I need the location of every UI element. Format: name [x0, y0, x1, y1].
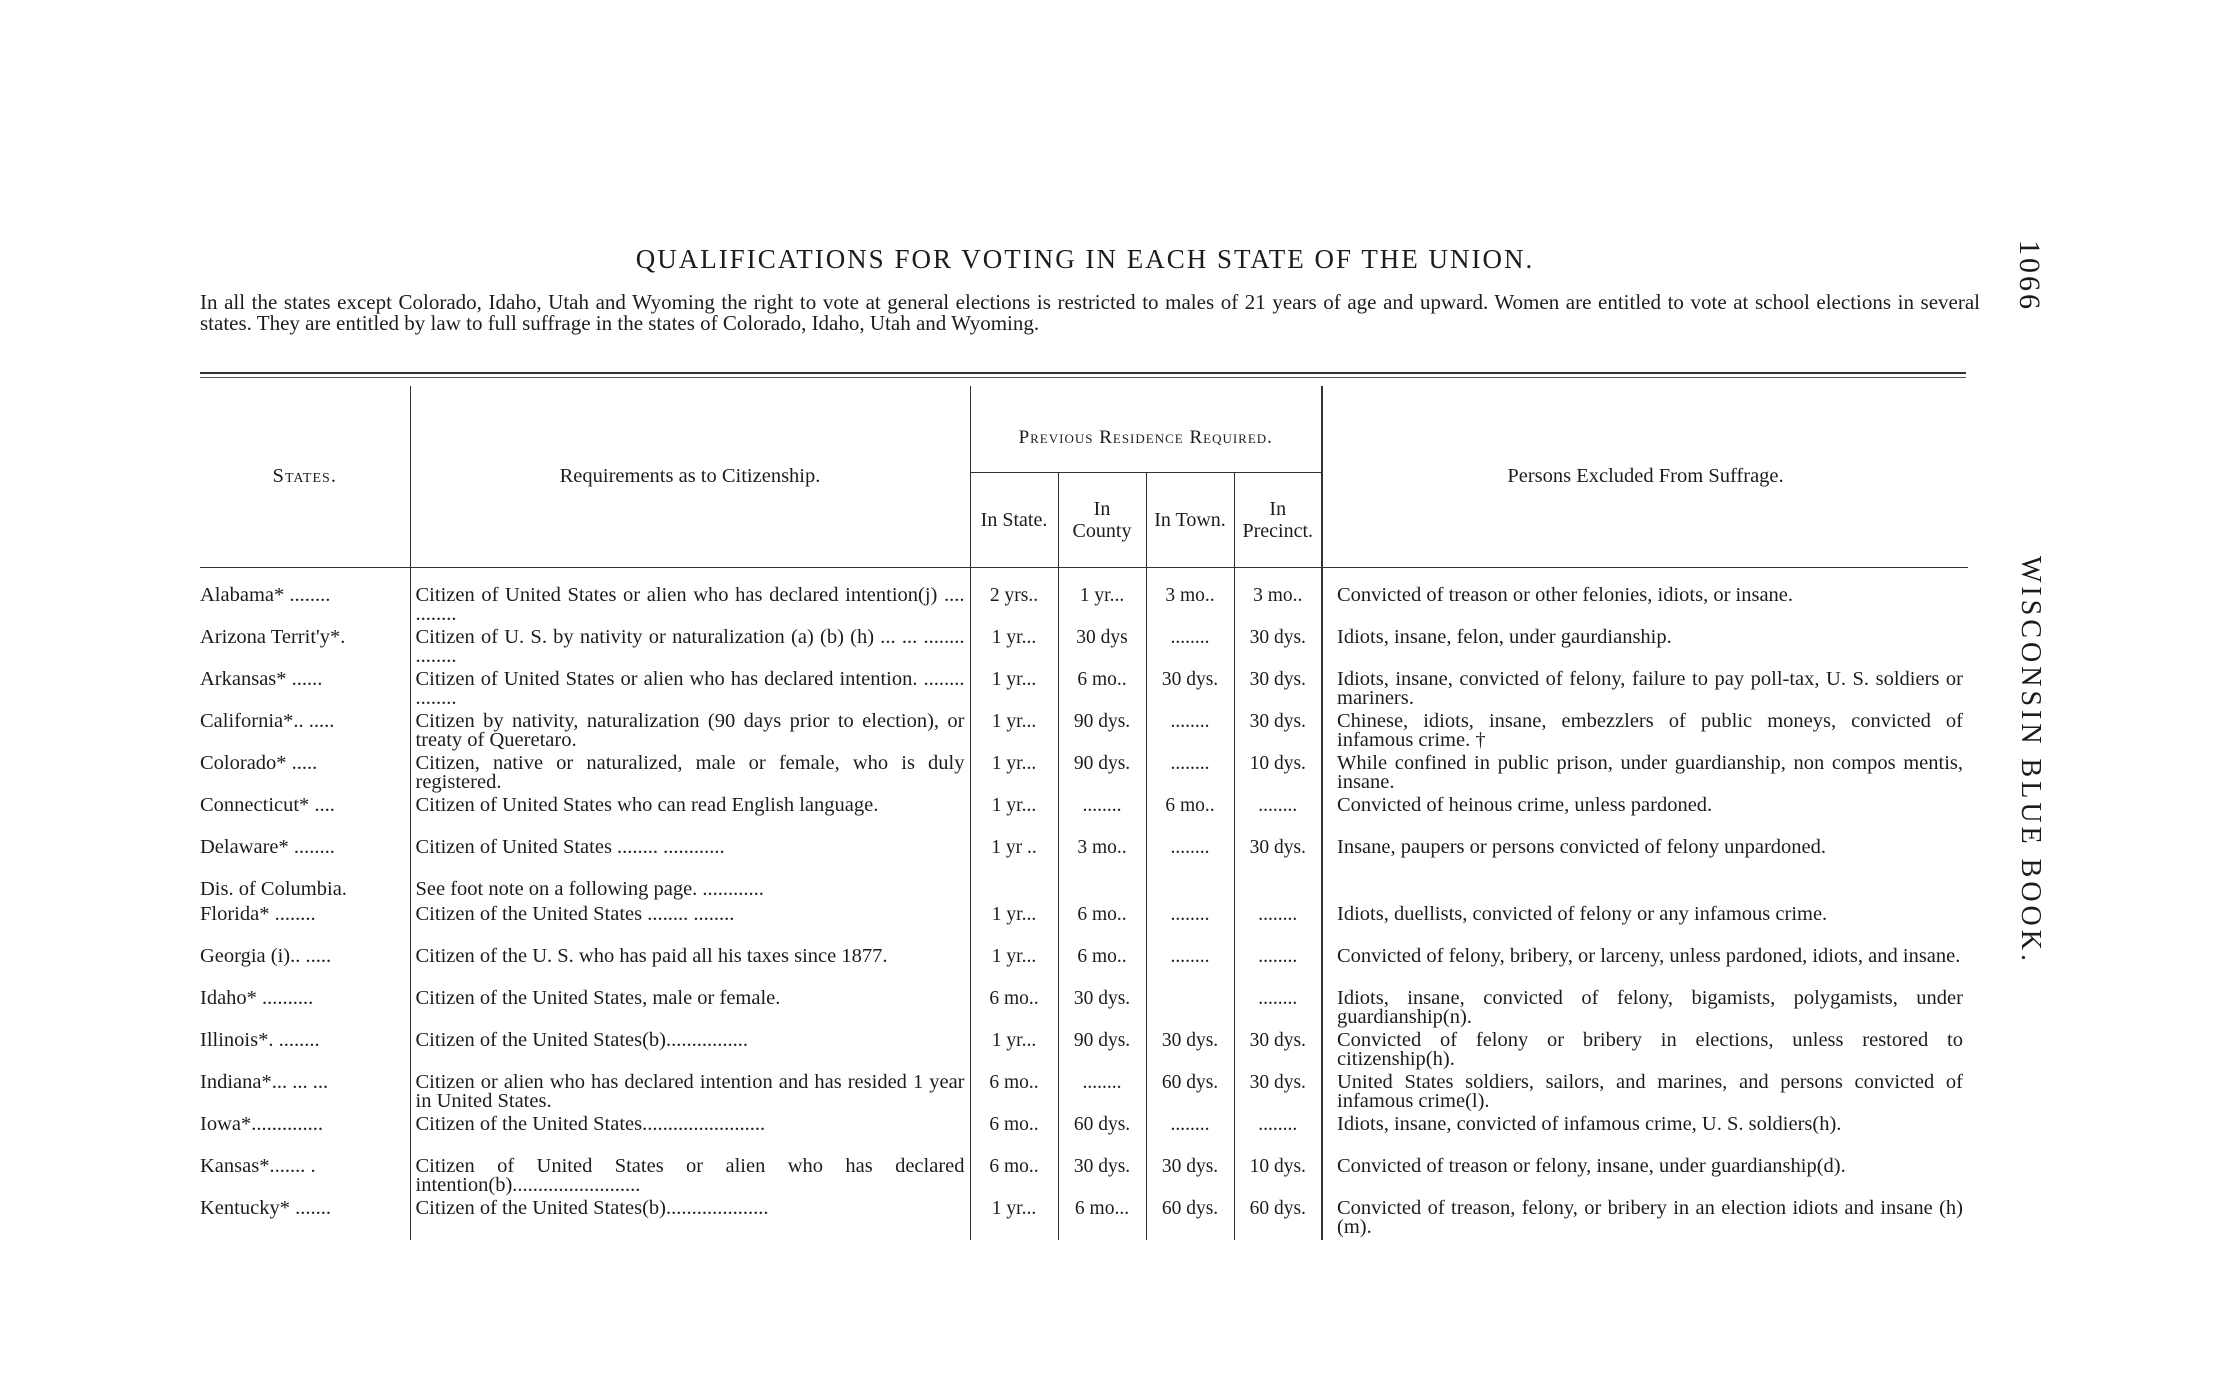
in-state-cell: 6 mo.. [970, 1072, 1058, 1114]
state-cell: Arizona Territ'y*. [200, 626, 346, 648]
in-precinct-cell: ........ [1234, 795, 1322, 837]
in-state-cell: 1 yr... [970, 753, 1058, 795]
in-precinct-cell: 30 dys. [1234, 837, 1322, 879]
citizenship-cell: Citizen of U. S. by nativity or naturalization (a) (b) (h) ... ... ........ ........ [410, 627, 970, 669]
in-state-cell: 1 yr... [970, 904, 1058, 946]
in-state-cell: 2 yrs.. [970, 568, 1058, 628]
table-row [200, 753, 1968, 795]
in-town-cell: ........ [1146, 946, 1234, 988]
state-cell: Indiana*... ... ... [200, 1071, 329, 1093]
in-precinct-cell: 30 dys. [1234, 1030, 1322, 1072]
in-county-cell: ........ [1058, 1072, 1146, 1114]
citizenship-cell: Citizen of United States or alien who has declared intention(b)......................... [410, 1156, 970, 1198]
state-cell: Dis. of Columbia. [200, 878, 347, 900]
in-state-cell: 1 yr... [970, 1198, 1058, 1240]
in-state-cell: 1 yr... [970, 669, 1058, 711]
table-row [200, 1072, 1968, 1114]
citizenship-cell: Citizen by nativity, naturalization (90 days prior to election), or treaty of Queretaro. [410, 711, 970, 753]
excluded-cell: Convicted of felony or bribery in elections, unless restored to citizenship(h). [1322, 1030, 1968, 1072]
in-precinct-cell: 30 dys. [1234, 711, 1322, 753]
in-county-cell: 60 dys. [1058, 1114, 1146, 1156]
in-county-cell: 3 mo.. [1058, 837, 1146, 879]
state-cell: Arkansas* ...... [200, 668, 323, 690]
citizenship-cell: Citizen of the U. S. who has paid all his taxes since 1877. [410, 946, 970, 988]
table-row [200, 1198, 1968, 1240]
header-residence-group: Previous Residence Required. [970, 386, 1322, 473]
in-town-cell: ........ [1146, 904, 1234, 946]
in-state-cell: 1 yr... [970, 1030, 1058, 1072]
in-county-cell: ........ [1058, 795, 1146, 837]
voting-qualifications-table [200, 386, 1968, 1240]
table-row [200, 669, 1968, 711]
in-precinct-cell: 60 dys. [1234, 1198, 1322, 1240]
excluded-cell: Convicted of felony, bribery, or larceny, unless pardoned, idiots, and insane. [1322, 946, 1968, 988]
in-town-cell: ........ [1146, 711, 1234, 753]
state-cell: Florida* ........ [200, 903, 316, 925]
excluded-cell: United States soldiers, sailors, and marines, and persons convicted of infamous crime(l). [1322, 1072, 1968, 1114]
in-precinct-cell: 10 dys. [1234, 1156, 1322, 1198]
excluded-cell: Idiots, insane, felon, under gaurdianship. [1322, 627, 1968, 669]
in-state-cell: 6 mo.. [970, 988, 1058, 1030]
citizenship-cell: Citizen of the United States(b).................... [410, 1198, 970, 1240]
in-state-cell: 6 mo.. [970, 1114, 1058, 1156]
citizenship-cell: See foot note on a following page. ............ [410, 879, 970, 904]
citizenship-cell: Citizen of United States or alien who has declared intention(j) .... ........ [410, 568, 970, 628]
excluded-cell: Convicted of treason or other felonies, idiots, or insane. [1322, 568, 1968, 628]
side-page-number: 1066 [2013, 240, 2046, 312]
state-cell: Idaho* .......... [200, 987, 314, 1009]
in-precinct-cell: 30 dys. [1234, 669, 1322, 711]
excluded-cell: Convicted of heinous crime, unless pardoned. [1322, 795, 1968, 837]
in-state-cell: 1 yr... [970, 711, 1058, 753]
table-row [200, 711, 1968, 753]
state-cell: Iowa*.............. [200, 1113, 323, 1135]
state-cell: Delaware* ........ [200, 836, 335, 858]
citizenship-cell: Citizen of the United States, male or female. [410, 988, 970, 1030]
header-states: States. [200, 386, 410, 568]
table-row [200, 627, 1968, 669]
in-precinct-cell: 3 mo.. [1234, 568, 1322, 628]
citizenship-cell: Citizen, native or naturalized, male or female, who is duly registered. [410, 753, 970, 795]
in-precinct-cell: ........ [1234, 904, 1322, 946]
citizenship-cell: Citizen or alien who has declared intention and has resided 1 year in United States. [410, 1072, 970, 1114]
in-town-cell: ........ [1146, 837, 1234, 879]
in-county-cell: 6 mo.. [1058, 904, 1146, 946]
excluded-cell: Idiots, insane, convicted of felony, bigamists, polygamists, under guardianship(n). [1322, 988, 1968, 1030]
table-row [200, 904, 1968, 946]
in-precinct-cell: ........ [1234, 946, 1322, 988]
state-cell: Alabama* ........ [200, 584, 331, 606]
in-town-cell: 60 dys. [1146, 1198, 1234, 1240]
intro-paragraph: In all the states except Colorado, Idaho, Utah and Wyoming the right to vote at general elections is restricted to males of 21 years of age and upward. Women are entitled to vote at school elections in several states. They are entitled by law to full suffrage in the states of Colorado, Idaho, Utah and Wyoming. [200, 290, 1980, 335]
state-cell: California*.. ..... [200, 710, 335, 732]
excluded-cell: While confined in public prison, under guardianship, non compos mentis, insane. [1322, 753, 1968, 795]
table-row [200, 988, 1968, 1030]
in-precinct-cell: 30 dys. [1234, 627, 1322, 669]
in-county-cell: 6 mo.. [1058, 669, 1146, 711]
page-title: QUALIFICATIONS FOR VOTING IN EACH STATE OF THE UNION. [635, 244, 1535, 274]
citizenship-cell: Citizen of the United States(b)................ [410, 1030, 970, 1072]
table-row [200, 1030, 1968, 1072]
header-in-town: In Town. [1146, 473, 1234, 568]
top-rule-double [200, 372, 1966, 374]
in-county-cell: 30 dys. [1058, 1156, 1146, 1198]
in-state-cell: 1 yr .. [970, 837, 1058, 879]
state-cell: Colorado* ..... [200, 752, 318, 774]
table-row [200, 1114, 1968, 1156]
in-state-cell: 1 yr... [970, 627, 1058, 669]
in-precinct-cell: 30 dys. [1234, 1072, 1322, 1114]
citizenship-cell: Citizen of United States who can read English language. [410, 795, 970, 837]
excluded-cell: Idiots, insane, convicted of infamous crime, U. S. soldiers(h). [1322, 1114, 1968, 1156]
in-town-cell: 30 dys. [1146, 669, 1234, 711]
citizenship-cell: Citizen of United States ........ ............ [410, 837, 970, 879]
in-state-cell: 1 yr... [970, 795, 1058, 837]
in-town-cell: 6 mo.. [1146, 795, 1234, 837]
in-county-cell: 90 dys. [1058, 753, 1146, 795]
table-row [200, 795, 1968, 837]
excluded-cell [1322, 879, 1968, 904]
in-county-cell: 1 yr... [1058, 568, 1146, 628]
table-row [200, 568, 1968, 628]
side-book-title: WISCONSIN BLUE BOOK. [2015, 556, 2046, 965]
header-excluded: Persons Excluded From Suffrage. [1322, 386, 1968, 568]
in-precinct-cell [1234, 879, 1322, 904]
in-precinct-cell: ........ [1234, 1114, 1322, 1156]
in-state-cell: 1 yr... [970, 946, 1058, 988]
table-row [200, 946, 1968, 988]
state-cell: Connecticut* .... [200, 794, 335, 816]
in-county-cell: 6 mo... [1058, 1198, 1146, 1240]
state-cell: Illinois*. ........ [200, 1029, 320, 1051]
in-precinct-cell: ........ [1234, 988, 1322, 1030]
in-county-cell: 6 mo.. [1058, 946, 1146, 988]
excluded-cell: Idiots, duellists, convicted of felony or any infamous crime. [1322, 904, 1968, 946]
table-row [200, 1156, 1968, 1198]
in-town-cell [1146, 879, 1234, 904]
citizenship-cell: Citizen of the United States ........ ........ [410, 904, 970, 946]
table-row [200, 837, 1968, 879]
excluded-cell: Convicted of treason, felony, or bribery in an election idiots and insane (h) (m). [1322, 1198, 1968, 1240]
header-in-precinct: In Precinct. [1234, 473, 1322, 568]
in-town-cell: ........ [1146, 1114, 1234, 1156]
in-town-cell: 30 dys. [1146, 1030, 1234, 1072]
header-in-state: In State. [970, 473, 1058, 568]
in-town-cell [1146, 988, 1234, 1030]
state-cell: Kentucky* ....... [200, 1197, 331, 1219]
in-county-cell: 90 dys. [1058, 711, 1146, 753]
state-cell: Kansas*....... . [200, 1155, 316, 1177]
header-in-county: In County [1058, 473, 1146, 568]
excluded-cell: Chinese, idiots, insane, embezzlers of public moneys, convicted of infamous crime. † [1322, 711, 1968, 753]
in-town-cell: ........ [1146, 753, 1234, 795]
in-town-cell: 3 mo.. [1146, 568, 1234, 628]
in-county-cell: 90 dys. [1058, 1030, 1146, 1072]
in-precinct-cell: 10 dys. [1234, 753, 1322, 795]
in-county-cell: 30 dys [1058, 627, 1146, 669]
header-citizenship: Requirements as to Citizenship. [410, 386, 970, 568]
excluded-cell: Convicted of treason or felony, insane, under guardianship(d). [1322, 1156, 1968, 1198]
in-state-cell [970, 879, 1058, 904]
excluded-cell: Insane, paupers or persons convicted of felony unpardoned. [1322, 837, 1968, 879]
state-cell: Georgia (i).. ..... [200, 945, 332, 967]
in-county-cell: 30 dys. [1058, 988, 1146, 1030]
in-county-cell [1058, 879, 1146, 904]
citizenship-cell: Citizen of the United States........................ [410, 1114, 970, 1156]
in-town-cell: 60 dys. [1146, 1072, 1234, 1114]
in-state-cell: 6 mo.. [970, 1156, 1058, 1198]
citizenship-cell: Citizen of United States or alien who has declared intention. ........ ........ [410, 669, 970, 711]
in-town-cell: ........ [1146, 627, 1234, 669]
table-row [200, 879, 1968, 904]
top-rule-thin [200, 377, 1966, 378]
in-town-cell: 30 dys. [1146, 1156, 1234, 1198]
excluded-cell: Idiots, insane, convicted of felony, failure to pay poll-tax, U. S. soldiers or mariners. [1322, 669, 1968, 711]
